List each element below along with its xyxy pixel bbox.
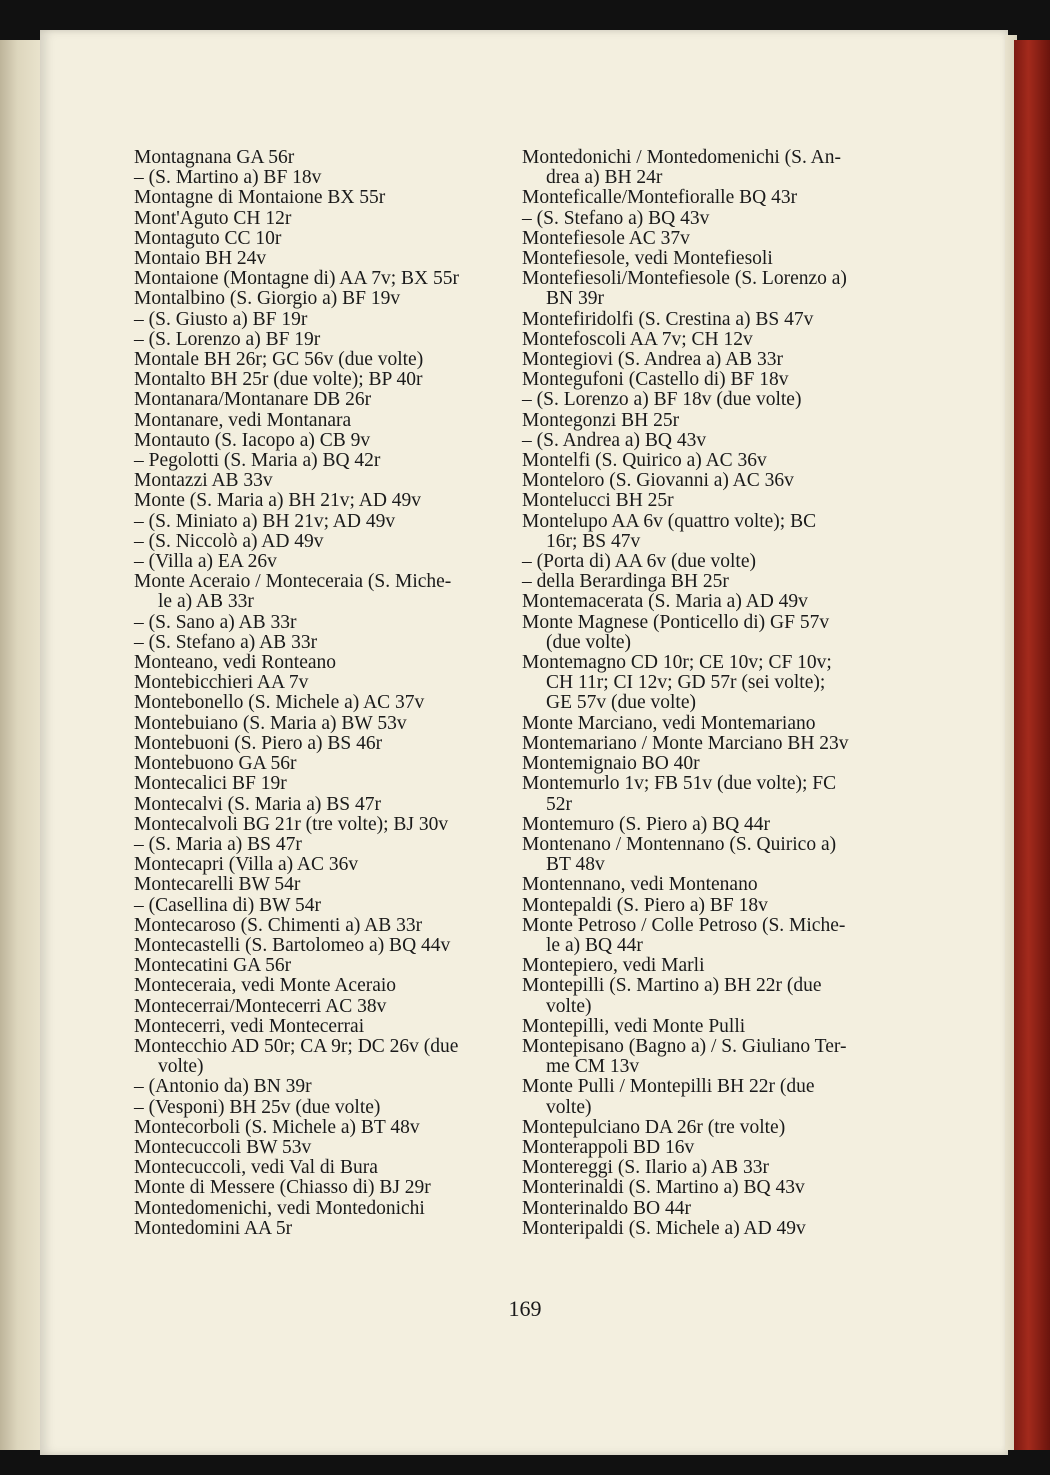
index-entry-line: Montereggi (S. Ilario a) AB 33r	[522, 1157, 769, 1179]
index-entry-line: – (S. Sano a) AB 33r	[134, 611, 297, 633]
index-entry-line: Montanara/Montanare DB 26r	[134, 389, 372, 411]
index-entry-continuation: volte)	[546, 1096, 592, 1118]
index-entry-line: Montepulciano DA 26r (tre volte)	[522, 1116, 786, 1138]
index-entry-line: Montedonichi / Montedomenichi (S. An-	[522, 147, 842, 168]
index-entry-line: Montemuro (S. Piero a) BQ 44r	[522, 813, 771, 835]
index-entry-continuation: me CM 13v	[546, 1056, 640, 1078]
index-entry	[522, 390, 898, 410]
index-entry	[522, 229, 898, 249]
index-entry	[522, 1138, 898, 1158]
index-entry	[522, 411, 898, 431]
index-entry	[134, 1219, 507, 1239]
index-entry	[134, 734, 507, 754]
book-cover-edge	[1014, 40, 1050, 1450]
index-entry-line: Montecatini GA 56r	[134, 955, 292, 977]
index-entry-continuation: le a) BQ 44r	[546, 934, 643, 956]
index-entry	[134, 795, 507, 815]
index-entry-line: Montegonzi BH 25r	[522, 409, 680, 431]
page-number: 169	[508, 1296, 542, 1321]
index-entry	[522, 714, 898, 734]
index-entry-continuation: 16r; BS 47v	[546, 530, 641, 552]
index-entry-line: Montemacerata (S. Maria a) AD 49v	[522, 591, 808, 613]
index-entry	[522, 815, 898, 835]
index-entry-line: Montefiesole, vedi Montefiesoli	[522, 248, 773, 270]
index-entry-continuation: drea a) BH 24r	[546, 167, 663, 189]
index-entry	[522, 1199, 898, 1219]
index-entry	[522, 471, 898, 491]
index-entry-line: Montemariano / Monte Marciano BH 23v	[522, 732, 849, 754]
index-entry-line: Monterappoli BD 16v	[522, 1136, 695, 1158]
index-entry	[522, 330, 898, 350]
index-entry-line: Montepilli (S. Martino a) BH 22r (due	[522, 975, 822, 997]
index-entry	[134, 653, 507, 673]
index-entry-line: Montepaldi (S. Piero a) BF 18v	[522, 894, 768, 916]
index-entry-line: Montennano, vedi Montenano	[522, 874, 758, 896]
index-entry-continuation: volte)	[546, 995, 592, 1017]
index-entry-line: Montecorboli (S. Michele a) BT 48v	[134, 1116, 420, 1138]
index-entry	[522, 774, 898, 814]
index-entry-line: Monte (S. Maria a) BH 21v; AD 49v	[134, 490, 422, 512]
index-entry-line: Montemurlo 1v; FB 51v (due volte); FC	[522, 773, 837, 795]
index-entry-line: Montecalvoli BG 21r (tre volte); BJ 30v	[134, 813, 449, 835]
index-entry	[522, 754, 898, 774]
index-entry-line: Montecaroso (S. Chimenti a) AB 33r	[134, 914, 423, 936]
index-entry-line: Montepilli, vedi Monte Pulli	[522, 1015, 746, 1037]
index-entry-line: Montagnana GA 56r	[134, 147, 295, 168]
index-entry-line: Montepisano (Bagno a) / S. Giuliano Ter-	[522, 1035, 847, 1057]
index-entry-line: – (S. Lorenzo a) BF 18v (due volte)	[522, 389, 802, 411]
index-entry-line: Montefoscoli AA 7v; CH 12v	[522, 328, 753, 350]
index-entry	[134, 1118, 507, 1138]
index-entry-line: Montedomini AA 5r	[134, 1217, 293, 1239]
index-entry-line: Montebuono GA 56r	[134, 753, 297, 775]
index-entry-line: Montanare, vedi Montanara	[134, 409, 352, 431]
index-entry	[134, 1017, 507, 1037]
index-entry-line: – Pegolotti (S. Maria a) BQ 42r	[134, 450, 381, 472]
index-entry-line: Montale BH 26r; GC 56v (due volte)	[134, 349, 424, 371]
index-entry-line: – della Berardinga BH 25r	[522, 571, 729, 593]
index-entry	[134, 532, 507, 552]
index-entry	[134, 976, 507, 996]
index-entry-line: – (S. Maria a) BS 47r	[134, 833, 302, 855]
index-entry	[134, 451, 507, 471]
index-entry	[134, 471, 507, 491]
index-entry	[522, 249, 898, 269]
index-entry	[134, 875, 507, 895]
index-entry-line: Montalto BH 25r (due volte); BP 40r	[134, 369, 423, 391]
index-entry-line: – (S. Stefano a) AB 33r	[134, 631, 318, 653]
index-entry-line: Montecuccoli BW 53v	[134, 1136, 312, 1158]
index-entry	[134, 774, 507, 794]
index-entry-line: – (S. Stefano a) BQ 43v	[522, 207, 710, 229]
index-entry	[522, 1017, 898, 1037]
index-entry-line: Monteficalle/Montefioralle BQ 43r	[522, 187, 798, 209]
index-entry	[522, 1219, 898, 1239]
index-entry-line: Montebicchieri AA 7v	[134, 672, 309, 694]
index-entry	[134, 693, 507, 713]
index-entry-line: – (S. Niccolò a) AD 49v	[134, 530, 324, 552]
index-entry	[522, 431, 898, 451]
index-entry-line: Montazzi AB 33v	[134, 470, 273, 492]
index-entry-line: Montefiesole AC 37v	[522, 227, 690, 249]
index-entry	[522, 370, 898, 390]
index-entry	[522, 572, 898, 592]
index-entry	[134, 1098, 507, 1118]
index-entry	[134, 896, 507, 916]
index-entry	[134, 815, 507, 835]
index-entry-line: Montecastelli (S. Bartolomeo a) BQ 44v	[134, 934, 451, 956]
index-entry-line: Montelfi (S. Quirico a) AC 36v	[522, 450, 767, 472]
index-entry	[134, 1138, 507, 1158]
index-entry-continuation: (due volte)	[546, 631, 632, 653]
index-entry-line: Monte Marciano, vedi Montemariano	[522, 712, 816, 734]
index-entry	[134, 431, 507, 451]
index-entry	[134, 310, 507, 330]
index-entry	[134, 673, 507, 693]
index-entry	[134, 229, 507, 249]
index-entry	[134, 956, 507, 976]
index-entry-continuation: BT 48v	[546, 854, 605, 876]
index-entry-line: Montagne di Montaione BX 55r	[134, 187, 386, 209]
index-entry	[522, 976, 898, 1016]
index-entry-line: Montefiridolfi (S. Crestina a) BS 47v	[522, 308, 814, 330]
index-entry-line: Montebonello (S. Michele a) AC 37v	[134, 692, 425, 714]
index-entry-line: Monte di Messere (Chiasso di) BJ 29r	[134, 1177, 431, 1199]
index-entry-line: Montemignaio BO 40r	[522, 753, 700, 775]
index-entry	[522, 916, 898, 956]
index-entry-line: Monte Petroso / Colle Petroso (S. Miche-	[522, 914, 846, 936]
index-entry-line: Montefiesoli/Montefiesole (S. Lorenzo a)	[522, 268, 847, 290]
left-page-edge	[0, 40, 44, 1450]
index-entry-line: – (S. Lorenzo a) BF 19r	[134, 328, 321, 350]
index-entry-line: Montecalvi (S. Maria a) BS 47r	[134, 793, 381, 815]
index-entry-line: Montecalici BF 19r	[134, 773, 287, 795]
index-entry	[134, 572, 507, 612]
index-entry	[134, 390, 507, 410]
index-entry	[522, 1178, 898, 1198]
index-entry	[134, 148, 507, 168]
index-entry-line: Montedomenichi, vedi Montedonichi	[134, 1197, 425, 1219]
index-entry	[134, 936, 507, 956]
index-entry	[522, 491, 898, 511]
index-entry-continuation: le a) AB 33r	[158, 591, 254, 613]
index-entry-line: Montebuoni (S. Piero a) BS 46r	[134, 732, 383, 754]
index-entry	[522, 613, 898, 653]
index-entry-line: Monteloro (S. Giovanni a) AC 36v	[522, 470, 794, 492]
index-entry	[134, 1077, 507, 1097]
index-entry-line: Montecerrai/Montecerri AC 38v	[134, 995, 387, 1017]
index-entry	[134, 411, 507, 431]
index-entry	[134, 491, 507, 511]
index-entry	[522, 148, 898, 188]
index-entry-line: Montaio BH 24v	[134, 248, 267, 270]
index-entry	[134, 997, 507, 1017]
index-entry-line: Monteripaldi (S. Michele a) AD 49v	[522, 1217, 806, 1239]
index-entry	[134, 330, 507, 350]
index-entry-line: – (S. Miniato a) BH 21v; AD 49v	[134, 510, 396, 532]
left-column-index	[134, 148, 507, 1239]
index-entry-line: Monte Magnese (Ponticello di) GF 57v	[522, 611, 830, 633]
index-entry	[134, 613, 507, 633]
index-entry	[134, 512, 507, 532]
index-entry-line: Montecapri (Villa a) AC 36v	[134, 854, 359, 876]
index-entry-line: Montauto (S. Iacopo a) CB 9v	[134, 429, 371, 451]
index-entry	[134, 855, 507, 875]
index-entry	[522, 188, 898, 208]
index-entry	[134, 754, 507, 774]
index-entry	[522, 350, 898, 370]
index-entry	[522, 1037, 898, 1077]
index-entry-line: Mont'Aguto CH 12r	[134, 207, 292, 229]
index-entry-line: – (Villa a) EA 26v	[134, 551, 277, 573]
index-entry	[134, 714, 507, 734]
index-entry	[522, 734, 898, 754]
index-entry	[134, 1158, 507, 1178]
index-entry-line: – (S. Giusto a) BF 19r	[134, 308, 308, 330]
index-entry-line: Montebuiano (S. Maria a) BW 53v	[134, 712, 407, 734]
index-entry-line: Montelupo AA 6v (quattro volte); BC	[522, 510, 817, 532]
index-entry-line: Monteano, vedi Ronteano	[134, 652, 336, 674]
index-entry-line: Montelucci BH 25r	[522, 490, 674, 512]
index-entry-line: Montegiovi (S. Andrea a) AB 33r	[522, 349, 784, 371]
index-entry	[522, 1077, 898, 1117]
index-entry-line: Montecuccoli, vedi Val di Bura	[134, 1157, 378, 1179]
index-entry	[134, 188, 507, 208]
index-entry	[522, 451, 898, 471]
index-entry-line: Montepiero, vedi Marli	[522, 955, 705, 977]
index-entry	[134, 835, 507, 855]
index-entry	[134, 289, 507, 309]
index-entry-line: Montecarelli BW 54r	[134, 874, 301, 896]
index-entry-line: Monteceraia, vedi Monte Aceraio	[134, 975, 397, 997]
index-entry-line: Monterinaldi (S. Martino a) BQ 43v	[522, 1177, 805, 1199]
index-entry	[134, 370, 507, 390]
index-entry-line: Monte Pulli / Montepilli BH 22r (due	[522, 1076, 815, 1098]
index-entry	[522, 209, 898, 229]
index-entry-line: Montemagno CD 10r; CE 10v; CF 10v;	[522, 652, 832, 674]
index-entry	[522, 875, 898, 895]
index-entry-line: – (Antonio da) BN 39r	[134, 1076, 312, 1098]
index-entry	[134, 1037, 507, 1077]
index-entry-line: Montecerri, vedi Montecerrai	[134, 1015, 365, 1037]
index-entry-continuation: BN 39r	[546, 288, 604, 310]
index-entry-line: Monterinaldo BO 44r	[522, 1197, 691, 1219]
index-entry	[522, 896, 898, 916]
index-entry-line: – (Casellina di) BW 54r	[134, 894, 322, 916]
index-entry	[134, 552, 507, 572]
index-entry-continuation: 52r	[546, 793, 572, 815]
index-entry-line: – (Vesponi) BH 25v (due volte)	[134, 1096, 381, 1118]
index-entry	[522, 956, 898, 976]
index-entry	[134, 269, 507, 289]
index-entry	[134, 916, 507, 936]
index-entry-continuation: volte)	[158, 1056, 204, 1078]
index-entry-line: – (S. Martino a) BF 18v	[134, 167, 322, 189]
index-entry	[522, 269, 898, 309]
index-entry	[522, 512, 898, 552]
index-entry-continuation: GE 57v (due volte)	[546, 692, 697, 714]
index-entry-line: – (S. Andrea a) BQ 43v	[522, 429, 707, 451]
index-entry-line: Montenano / Montennano (S. Quirico a)	[522, 833, 837, 855]
index-entry	[134, 350, 507, 370]
index-entry-line: – (Porta di) AA 6v (due volte)	[522, 551, 756, 573]
index-entry-line: Montegufoni (Castello di) BF 18v	[522, 369, 789, 391]
index-entry-line: Monte Aceraio / Monteceraia (S. Miche-	[134, 571, 452, 593]
index-entry-continuation: CH 11r; CI 12v; GD 57r (sei volte);	[546, 672, 826, 694]
right-column-index	[522, 148, 898, 1239]
index-entry-line: Montaione (Montagne di) AA 7v; BX 55r	[134, 268, 459, 290]
index-entry	[134, 633, 507, 653]
index-entry	[134, 168, 507, 188]
index-entry	[522, 835, 898, 875]
index-entry-line: Montecchio AD 50r; CA 9r; DC 26v (due	[134, 1035, 459, 1057]
index-entry	[522, 592, 898, 612]
index-entry	[522, 552, 898, 572]
index-entry	[522, 1118, 898, 1138]
index-entry	[134, 1199, 507, 1219]
index-entry	[134, 249, 507, 269]
index-entry	[134, 1178, 507, 1198]
index-entry-line: Montaguto CC 10r	[134, 227, 282, 249]
index-entry-line: Montalbino (S. Giorgio a) BF 19v	[134, 288, 401, 310]
index-entry	[522, 310, 898, 330]
index-entry	[522, 1158, 898, 1178]
index-entry	[134, 209, 507, 229]
index-entry	[522, 653, 898, 714]
